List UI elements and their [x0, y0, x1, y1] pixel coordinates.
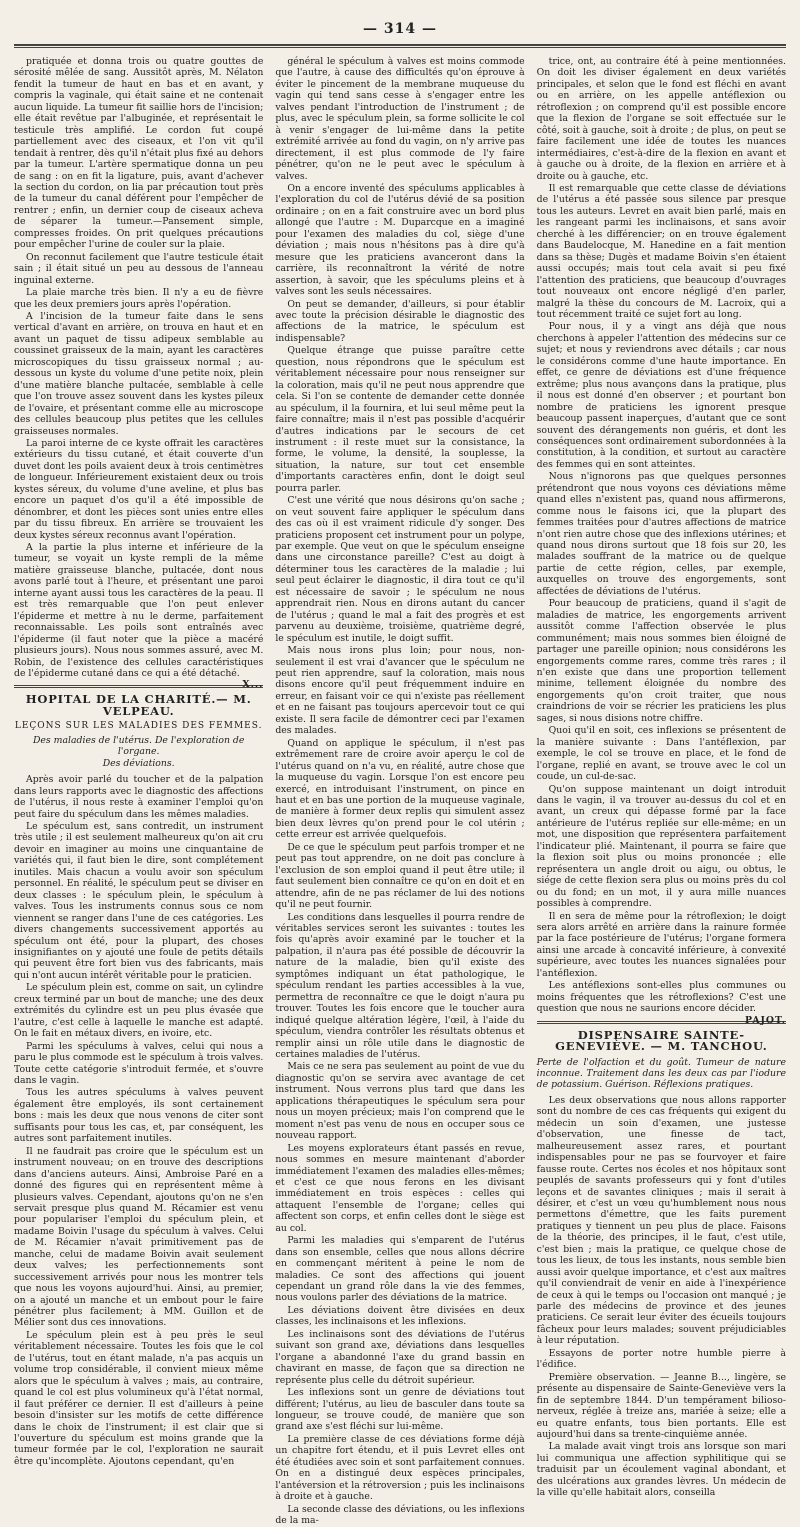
- column-2: [275, 56, 525, 1527]
- paragraph: Quelque étrange que puisse paraître cette question, nous répondrons que le spéculum est véritablement nécessaire pour nous renseigner sur la coloration, mais qu'il ne peut nous apprendre que cela. Si l'on se contente de demander cette donnée au spéculum, il la fournira, et lui seul même peut la faire connaître; mais il n'est pas possible d'acquérir d'autres indications par le secours de cet instrument : il reste muet sur la consistance, la forme, le volume, la densité, la souplesse, la situation, la nature, sur tout cet ensemble d'importants caractères enfin, dont le doigt seul pourra parler.: [275, 345, 525, 494]
- lecture-subtitle: [14, 735, 263, 769]
- paragraph: La plaie marche très bien. Il n'y a eu de fièvre que les deux premiers jours après l'opération.: [14, 287, 264, 310]
- paragraph: [14, 542, 264, 691]
- paragraph: La malade avait vingt trois ans lorsque son mari lui communiqua une affection syphilitique qui se traduisit par un écoulement vaginal abondant, et des ulcérations aux grandes lèvres. Un médecin de la ville qu'elle habitait alors, conseilla: [536, 1441, 786, 1499]
- paragraph: Mais nous irons plus loin; pour nous, non-seulement il est vrai d'avancer que le spéculum ne peut rien apprendre, sauf la coloration, mais nous disons encore qu'il peut fréquemment induire en erreur, en faisant voir ce qui n'existe pas réellement et en ne faisant pas toujours apercevoir tout ce qui existe. Il sera facile de démontrer ceci par l'examen des malades.: [275, 645, 525, 737]
- paragraph: Il est remarquable que cette classe de déviations de l'utérus a été passée sous silence par presque tous les auteurs. Levret en avait bien parlé, mais en les rangeant parmi les inclinaisons, et sans avoir cherché à les différencier; on en trouve également dans Baudelocque, M. Hanedine en a fait mention dans sa thèse; Dugès et madame Boivin s'en étaient aussi occupés; mais tout cela avait si peu fixé l'attention des praticiens, que beaucoup d'ouvrages tout nouveaux ont encore négligé d'en parler, malgré la thèse du concours de M. Lacroix, qui a tout récemment traité ce sujet fort au long.: [536, 182, 786, 320]
- paragraph: La paroi interne de ce kyste offrait les caractères extérieurs du tissu cutané, et était couverte d'un duvet dont les poils avaient deux à trois centimètres de longueur. Inférieurement existaient deux ou trois kystes séreux, du volume d'une aveline, et plus bas encore un paquet d'os qu'il a été impossible de dénombrer, et dont les pièces sont unies entre elles par du tissu fibreux. En arrière se trouvaient les deux kystes séreux reconnus avant l'opération.: [14, 437, 264, 541]
- paragraph: On peut se demander, d'ailleurs, si pour établir avec toute la précision désirable le diagnostic des affections de la matrice, le spéculum est indispensable?: [275, 298, 525, 344]
- paragraph: A l'incision de la tumeur faite dans le sens vertical d'avant en arrière, on trouva en haut et en avant un paquet de tissu adipeux semblable au coussinet graisseux de la main, ayant les caractères microscopiques du tissu graisseux normal ; au-dessous un kyste du volume d'une petite noix, plein d'une matière blanche pultacée, semblable à celle que l'on trouve assez souvent dans les kystes pileux de l'ovaire, et présentant comme elle au microscope des cellules beaucoup plus petites que les cellules graisseuses normales.: [14, 310, 264, 437]
- column-3: [536, 56, 786, 1499]
- paragraph: Après avoir parlé du toucher et de la palpation dans leurs rapports avec le diagnostic des affections de l'utérus, il nous reste à examiner l'emploi qu'on peut faire du spéculum dans les mêmes maladies.: [14, 774, 264, 820]
- paragraph: trice, ont, au contraire été à peine mentionnées. On doit les diviser également en deux variétés principales, et selon que le fond est fléchi en avant ou en arrière, on les appelle antéflexion ou rétroflexion ; on comprend qu'il est possible encore que la flexion de l'organe se soit effectuée sur le côté, soit à gauche, soit à droite ; de plus, on peut se faire facilement une idée de toutes les nuances intermédiaires, c'est-à-dire de la flexion en avant et à gauche ou à droite, de la flexion en arrière et à droite ou à gauche, etc.: [536, 56, 786, 182]
- paragraph: Le spéculum plein est, comme on sait, un cylindre creux terminé par un bout de manche; une des deux extrémités du cylindre est un peu plus évasée que l'autre, c'est celle à laquelle le manche est adapté. On le fait en métaux divers, en ivoire, etc.: [14, 982, 264, 1040]
- paragraph-text: A la partie la plus interne et inférieure de la tumeur, se voyait un kyste rempli de la même matière graisseuse blanche, pultacée, dont nous avons parlé tout à l'heure, et présentant une paroi interne ayant aussi tous les caractères de la peau. Il est très remarquable que l'on peut enlever l'épiderme et mettre à nu le derme, parfaitement reconnaissable. Les poils sont entraînés avec l'épiderme (il faut noter que la pièce a macéré plusieurs jours). Nous nous sommes assuré, avec M. Robin, de l'existence des cellules caractéristiques de l'épiderme cutané dans ce qui a été détaché.: [14, 542, 264, 680]
- paragraph: Les inflexions sont un genre de déviations tout différent; l'utérus, au lieu de basculer dans toute sa longueur, se trouve coudé, de manière que son grand axe s'est fléchi sur lui-même.: [275, 1387, 525, 1433]
- paragraph-text: Les antéflexions sont-elles plus communes ou moins fréquentes que les rétroflexions? C'est une question que nous ne saurions encore décider.: [536, 980, 786, 1015]
- paragraph: Tous les autres spéculums à valves peuvent également être employés, ils sont certainement bons : mais les deux que nous venons de citer sont suffisants pour tous les cas, et, par conséquent, les autres sont parfaitement inutiles.: [14, 1087, 264, 1145]
- paragraph: Essayons de porter notre humble pierre à l'édifice.: [536, 1347, 786, 1371]
- article-subtitle: Perte de l'olfaction et du goût. Tumeur de nature inconnue. Traitement dans les deux cas par l'iodure de potassium. Guérison. Réflexions pratiques.: [536, 1056, 786, 1091]
- author-signature: X...: [242, 679, 264, 691]
- paragraph: Pour nous, il y a vingt ans déjà que nous cherchons à appeler l'attention des médecins sur ce sujet; et nous y reviendrons avec détails ; car nous le considérons comme d'une haute importance. En effet, ce genre de déviations est d'une fréquence extrême; plus nous avançons dans la pratique, plus il nous est donné d'en observer ; et pourtant bon nombre de praticiens les ignorent presque beaucoup passent inaperçues, d'autant que ce sont souvent des dérangements non guéris, et dont les conséquences sont ordinairement subordonnées à la constitution, à la condition, et surtout au caractère des femmes qui en sont atteintes.: [536, 321, 786, 470]
- paragraph: La première classe de ces déviations forme déjà un chapitre fort étendu, et il puis Levret elles ont été étudiées avec soin et sont parfaitement connues. On en a distingué deux espèces principales, l'antéversion et la rétroversion ; puis les inclinaisons à droite et à gauche.: [275, 1433, 525, 1503]
- paragraph: De ce que le spéculum peut parfois tromper et ne peut pas tout apprendre, on ne doit pas conclure à l'exclusion de son emploi quand il peut être utile; il faut seulement bien connaître ce qu'on en doit et en attendre, afin de ne pas réclamer de lui des notions qu'il ne peut fournir.: [275, 841, 525, 911]
- paragraph: Le spéculum plein est à peu près le seul véritablement nécessaire. Toutes les fois que le col de l'utérus, tout en étant malade, n'a pas acquis un volume trop considérable, il convient mieux même alors que le spéculum à valves ; mais, au contraire, quand le col est plus volumineux qu'à l'état normal, il faut préférer ce dernier. Il est d'ailleurs à peine besoin d'insister sur les motifs de cette différence dans le choix de l'instrument; il est clair que si l'ouverture du spéculum est moins grande que la tumeur formée par le col, l'exploration ne saurait être qu'incomplète. Ajoutons cependant, qu'en: [14, 1329, 264, 1467]
- paragraph: Le spéculum est, sans contredit, un instrument très utile ; il est seulement malheureux qu'on ait cru devoir en imaginer au moins une cinquantaine de variétés qui, il faut bien le dire, sont complétement inutiles. Mais chacun a voulu avoir son spéculum personnel. En réalité, le spéculum peut se diviser en deux classes : le spéculum plein, le spéculum à valves. Tous les instruments connus sous ce nom viennent se ranger dans l'une de ces catégories. Les divers changements successivement apportés au spéculum ont été, pour la plupart, des choses insignifiantes on y ajouté une foule de petits détails qui peuvent être fort bien vus des fabricants, mais qui n'ont aucun intérêt véritable pour le praticien.: [14, 821, 264, 981]
- paragraph: Les deux observations que nous allons rapporter sont du nombre de ces cas fréquents qui exigent du médecin un soin d'examen, une justesse d'observation, une finesse de tact, malheureusement assez rares, et pourtant indispensables pour ne pas se fourvoyer et faire fausse route. Certes nos écoles et nos hôpitaux sont peuplés de savants professeurs qui y font d'utiles leçons et de savantes cliniques ; mais il serait à désirer, et c'est un vœu qu'humblement nous nous permettons d'émettre, que les faits purement pratiques y tiennent un peu plus de place. Faisons de la théorie, des principes, il le faut, c'est utile, c'est bien ; mais la pratique, ce quelque chose de tous les lieux, de tous les instants, nous semble bien aussi avoir quelque importance, et c'est aux maîtres qu'il conviendrait de venir en aide à l'inexpérience de ceux à qui le temps ou l'occasion ont manqué ; je parle des médecins de province et des jeunes praticiens. Ce serait leur éviter des écueils toujours fâcheux pour leurs malades; souvent préjudiciables à leur réputation.: [536, 1094, 786, 1347]
- section-title-dispensaire: DISPENSAIRE SAINTE-GENEVIÈVE. — M. TANCHOU.: [555, 1027, 768, 1054]
- paragraph: pratiquée et donna trois ou quatre gouttes de sérosité mêlée de sang. Aussitôt après, M. Nélaton fendit la tumeur de haut en bas et en avant, y compris la vaginale, qui était saine et ne contenait aucun liquide. La tumeur fit saillie hors de l'incision; elle était revêtue par l'albuginée, et représentait le testicule très amplifié. Le cordon fut coupé partiellement avec des ciseaux, et l'on vit qu'il tendait à rentrer, dès qu'il n'était plus fixé au dehors par la tumeur. L'artère spermatique donna un peu de sang : on en fit la ligature, puis, avant d'achever la section du cordon, on lia par précaution tout près de la tumeur du canal déférent pour l'empêcher de rentrer ; enfin, un dernier coup de ciseaux acheva de séparer la tumeur.—Pansement simple, compresses froides. On prit quelques précautions pour empêcher l'urine de couler sur la plaie.: [14, 56, 264, 251]
- paragraph: [536, 980, 786, 1026]
- section-title-hopital: HOPITAL DE LA CHARITÉ.— M. VELPEAU.: [25, 692, 252, 718]
- paragraph: Parmi les maladies qui s'emparent de l'utérus dans son ensemble, celles que nous allons décrire en commençant méritent à peine le nom de maladies. Ce sont des affections qui jouent cependant un grand rôle dans la vie des femmes, nous voulons parler des déviations de la matrice.: [275, 1235, 525, 1304]
- paragraph: C'est une vérité que nous désirons qu'on sache ; on veut souvent faire appliquer le spéculum dans des cas où il est vraiment ridicule d'y songer. Des praticiens proposent cet instrument pour un polype, par exemple. Que veut on que le spéculum enseigne dans une circonstance pareille? C'est au doigt à déterminer tous les caractères de la maladie ; lui seul peut éclairer le diagnostic, il dira tout ce qu'il est nécessaire de savoir ; le spéculum ne nous apprendrait rien. Nous en dirons autant du cancer de l'utérus ; quand le mal a fait des progrès et est parvenu au deuxième, troisième, quatrième degré, le spéculum est inutile, le doigt suffit.: [275, 495, 525, 644]
- paragraph: Parmi les spéculums à valves, celui qui nous a paru le plus commode est le spéculum à trois valves. Toute cette catégorie s'introduit fermée, et s'ouvre dans le vagin.: [14, 1040, 264, 1086]
- paragraph: Nous n'ignorons pas que quelques personnes prétendront que nous voyons ces déviations même quand elles n'existent pas, quand nous affirmerons, comme nous le faisons ici, que la plupart des femmes traitées pour d'autres affections de matrice n'ont rien autre chose que des inflexions utérines; et quand nous dirons surtout que 18 fois sur 20, les malades souffrant de la matrice ou de quelque partie de cette région, celles, par exemple, auxquelles on trouve des engorgements, sont affectées de déviations de l'utérus.: [536, 471, 786, 597]
- paragraph: Quand on applique le spéculum, il n'est pas extrêmement rare de croire avoir aperçu le col de l'utérus quand on n'a vu, en réalité, autre chose que la muqueuse du vagin. Lorsque l'on est encore peu exercé, en introduisant l'instrument, on pince en haut et en bas une portion de la muqueuse vaginale, de manière à former deux replis qui simulent assez bien deux lèvres qu'on prend pour le col utérin ; cette erreur est arrivée quelquefois.: [275, 737, 525, 841]
- paragraph: Les inclinaisons sont des déviations de l'utérus suivant son grand axe, déviations dans lesquelles l'organe a abandonné l'axe du grand bassin en chavirant en masse, de façon que sa direction ne représente plus celle du détroit supérieur.: [275, 1328, 525, 1386]
- column-1: [14, 56, 264, 1467]
- paragraph: Qu'on suppose maintenant un doigt introduit dans le vagin, il va trouver au-dessus du col et en avant, un creux qui dépasse formé par la face antérieure de l'utérus repliée sur elle-même; en un mot, une disposition que représentera parfaitement l'indicateur plié. Maintenant, il pourra se faire que la flexion soit plus ou moins prononcée ; elle représentera un angle droit ou aigu, ou obtus, le siége de cette flexion sera plus ou moins près du col ou du fond; en un mot, il y aura mille nuances possibles à comprendre.: [536, 783, 786, 910]
- page-header: [14, 18, 786, 40]
- page-number: — 314 —: [363, 21, 437, 37]
- paragraph: Mais ce ne sera pas seulement au point de vue du diagnostic qu'on se servira avec avantage de cet instrument. Nous verrons plus tard que dans les applications thérapeutiques le spéculum sera pour nous un moyen précieux; mais l'on comprend que le moment n'est pas venu de nous en occuper sous ce nouveau rapport.: [275, 1061, 525, 1142]
- paragraph: Pour beaucoup de praticiens, quand il s'agit de maladies de matrice, les engorgements arrivent aussitôt comme l'affection observée le plus communément; mais nous sommes bien éloigné de partager une pareille opinion; nous considérons les engorgements comme rares, comme très rares ; il n'en existe que dans une proportion tellement minime, tellement éloignée du nombre des engorgements qu'on croit traiter, que nous craindrions de voir se récrier les praticiens les plus sages, si nous disions notre chiffre.: [536, 598, 786, 724]
- section-divider: [14, 685, 263, 688]
- paragraph: Les déviations doivent être divisées en deux classes, les inclinaisons et les inflexions.: [275, 1304, 525, 1328]
- lecture-subtitle-line-2: Des déviations.: [102, 757, 175, 769]
- paragraph: La seconde classe des déviations, ou les inflexions de la ma-: [275, 1503, 525, 1527]
- paragraph: Il ne faudrait pas croire que le spéculum est un instrument nouveau; on en trouve des descriptions dans d'anciens auteurs. Ainsi, Ambroise Paré en a donné des figures qui en représentent même à plusieurs valves. Cependant, ajoutons qu'on ne s'en servait presque plus quand M. Récamier est venu pour populariser l'emploi du spéculum plein, et madame Boivin l'usage du spéculum à valves. Celui de M. Récamier n'avait primitivement pas de manche, celui de madame Boivin avait seulement deux valves; les perfectionnements sont successivement arrivés pour nous les montrer tels que nous les voyons aujourd'hui. Ainsi, au premier, on a ajouté un manche et un embout pour le faire pénétrer plus facilement; à MM. Guillon et de Mélier sont dus ces innovations.: [14, 1145, 264, 1329]
- lecture-subtitle-line-1: Des maladies de l'utérus. De l'exploration de l'organe.: [32, 734, 245, 758]
- columns: [14, 56, 786, 1527]
- paragraph: Il en sera de même pour la rétroflexion; le doigt sera alors arrêté en arrière dans la rainure formée par la face postérieure de l'utérus; l'organe formera ainsi une arcade à concavité inférieure, à convexité supérieure, avec toutes les nuances signalées pour l'antéflexion.: [536, 910, 786, 979]
- header-rule: [14, 44, 786, 48]
- paragraph: général le spéculum à valves est moins commode que l'autre, à cause des difficultés qu'on éprouve à éviter le pincement de la membrane muqueuse du vagin qui tend sans cesse à s'engager entre les valves pendant l'introduction de l'instrument ; de plus, avec le spéculum plein, sa forme sollicite le col à venir s'engager de lui-même dans la petite extrémité arrivée au fond du vagin, on n'y arrive pas directement, il est plus commode de l'y faire pénétrer, qu'on ne le peut avec le spéculum à valves.: [275, 56, 525, 182]
- lecture-title: LEÇONS SUR LES MALADIES DES FEMMES.: [14, 721, 263, 732]
- paragraph: Première observation. — Jeanne B..., lingère, se présente au dispensaire de Sainte-Geneviève vers la fin de septembre 1844. D'un tempérament bilioso-nerveux, réglée à treize ans, mariée à seize; elle a eu quatre enfants, tous bien portants. Elle est aujourd'hui dans sa trente-cinquième année.: [536, 1371, 786, 1441]
- paragraph: On a encore inventé des spéculums applicables à l'exploration du col de l'utérus dévié de sa position ordinaire ; on en a fait construire avec un bord plus allongé que l'autre : M. Duparcque en a imaginé pour l'examen des maladies du col, siège d'une déviation ; mais nous n'hésitons pas à dire qu'à mesure que les praticiens avanceront dans la carrière, ils reconnaîtront la vérité de notre assertion, à savoir, que les spéculums pleins et à valves sont les seuls nécessaires.: [275, 182, 525, 298]
- paragraph: Quoi qu'il en soit, ces inflexions se présentent de la manière suivante : Dans l'antéflexion, par exemple, le col se trouve en place, et le fond de l'organe, replié en avant, se trouve avec le col un coude, un cul-de-sac.: [536, 725, 786, 783]
- paragraph: Les moyens explorateurs étant passés en revue, nous sommes en mesure maintenant d'aborder immédiatement l'examen des maladies elles-mêmes; et c'est ce que nous ferons en les divisant immédiatement en trois espèces : celles qui attaquent l'ensemble de l'organe; celles qui affectent son corps, et enfin celles dont le siège est au col.: [275, 1142, 525, 1234]
- paragraph: Les conditions dans lesquelles il pourra rendre de véritables services seront les suivantes : toutes les fois qu'après avoir examiné par le toucher et la palpation, il n'aura pas été possible de découvrir la nature de la maladie, bien qu'il existe des symptômes indiquant un état pathologique, le spéculum rendant les parties accessibles à la vue, permettra de reconnaître ce que le doigt n'aura pu trouver. Toutes les fois encore que le toucher aura indiqué quelque altération légère, l'œil, à l'aide du spéculum, viendra contrôler les résultats obtenus et remplir ainsi un rôle utile dans le diagnostic de certaines maladies de l'utérus.: [275, 911, 525, 1060]
- paragraph: On reconnut facilement que l'autre testicule était sain ; il était situé un peu au dessous de l'anneau inguinal externe.: [14, 251, 264, 286]
- author-signature: PAJOT.: [745, 1014, 786, 1026]
